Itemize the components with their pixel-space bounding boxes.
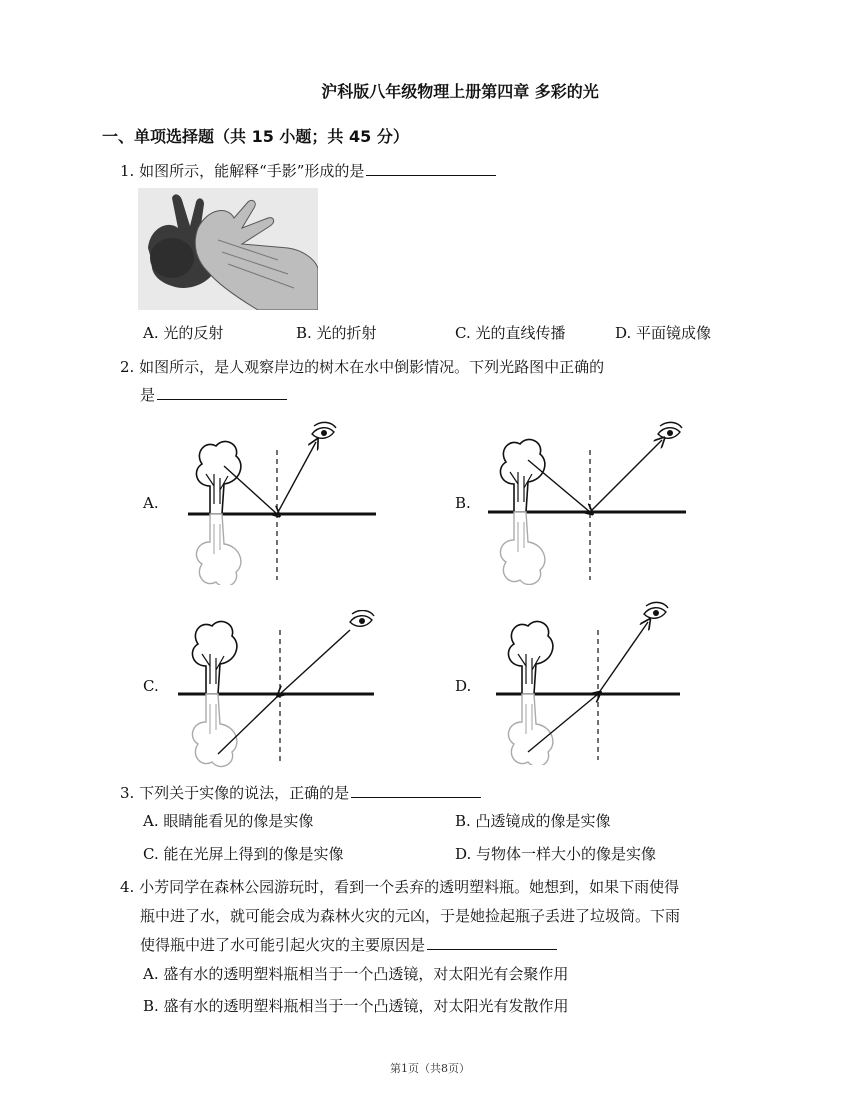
q3-option-d: D. 与物体一样大小的像是实像: [455, 845, 657, 863]
question-2-stem-line2: 是: [140, 384, 287, 405]
ray-diagram-a: [180, 420, 380, 585]
ray-diagram-c: [170, 610, 380, 770]
answer-blank: [157, 385, 287, 400]
answer-blank: [366, 161, 496, 176]
question-4-stem-line2: 瓶中进了水，就可能会成为森林火灾的元凶，于是她捡起瓶子丢进了垃圾筒。下雨: [140, 907, 681, 925]
q2-label-d: D.: [455, 677, 472, 695]
document-title: 沪科版八年级物理上册第四章 多彩的光: [321, 82, 599, 101]
answer-blank: [351, 783, 481, 798]
q1-option-c: C. 光的直线传播: [455, 324, 566, 342]
hand-shadow-image: [138, 188, 318, 310]
q3-option-a: A. 眼睛能看见的像是实像: [143, 812, 314, 830]
q3-option-b: B. 凸透镜成的像是实像: [455, 812, 611, 830]
ray-diagram-d: [488, 600, 688, 765]
q1-option-b: B. 光的折射: [296, 324, 377, 342]
q2-label-a: A.: [143, 494, 159, 512]
q2-label-c: C.: [143, 677, 159, 695]
q1-option-a: A. 光的反射: [143, 324, 224, 342]
q2-label-b: B.: [455, 494, 471, 512]
question-1-stem: 1. 如图所示，能解释“手影”形成的是: [120, 160, 496, 181]
page-footer: 第1页（共8页）: [390, 1062, 470, 1075]
q4-option-a: A. 盛有水的透明塑料瓶相当于一个凸透镜，对太阳光有会聚作用: [143, 965, 569, 983]
ray-diagram-b: [480, 420, 690, 585]
question-2-stem-line1: 2. 如图所示，是人观察岸边的树木在水中倒影情况。下列光路图中正确的: [120, 358, 605, 376]
q3-option-c: C. 能在光屏上得到的像是实像: [143, 845, 344, 863]
q4-option-b: B. 盛有水的透明塑料瓶相当于一个凸透镜，对太阳光有发散作用: [143, 997, 569, 1015]
question-3-stem: 3. 下列关于实像的说法，正确的是: [120, 782, 481, 803]
question-4-stem-line3: 使得瓶中进了水可能引起火灾的主要原因是: [140, 934, 557, 955]
answer-blank: [427, 935, 557, 950]
question-4-stem-line1: 4. 小芳同学在森林公园游玩时，看到一个丢弃的透明塑料瓶。她想到，如果下雨使得: [120, 878, 680, 896]
q1-option-d: D. 平面镜成像: [615, 324, 712, 342]
section-heading: 一、单项选择题（共 15 小题；共 45 分）: [102, 127, 409, 146]
